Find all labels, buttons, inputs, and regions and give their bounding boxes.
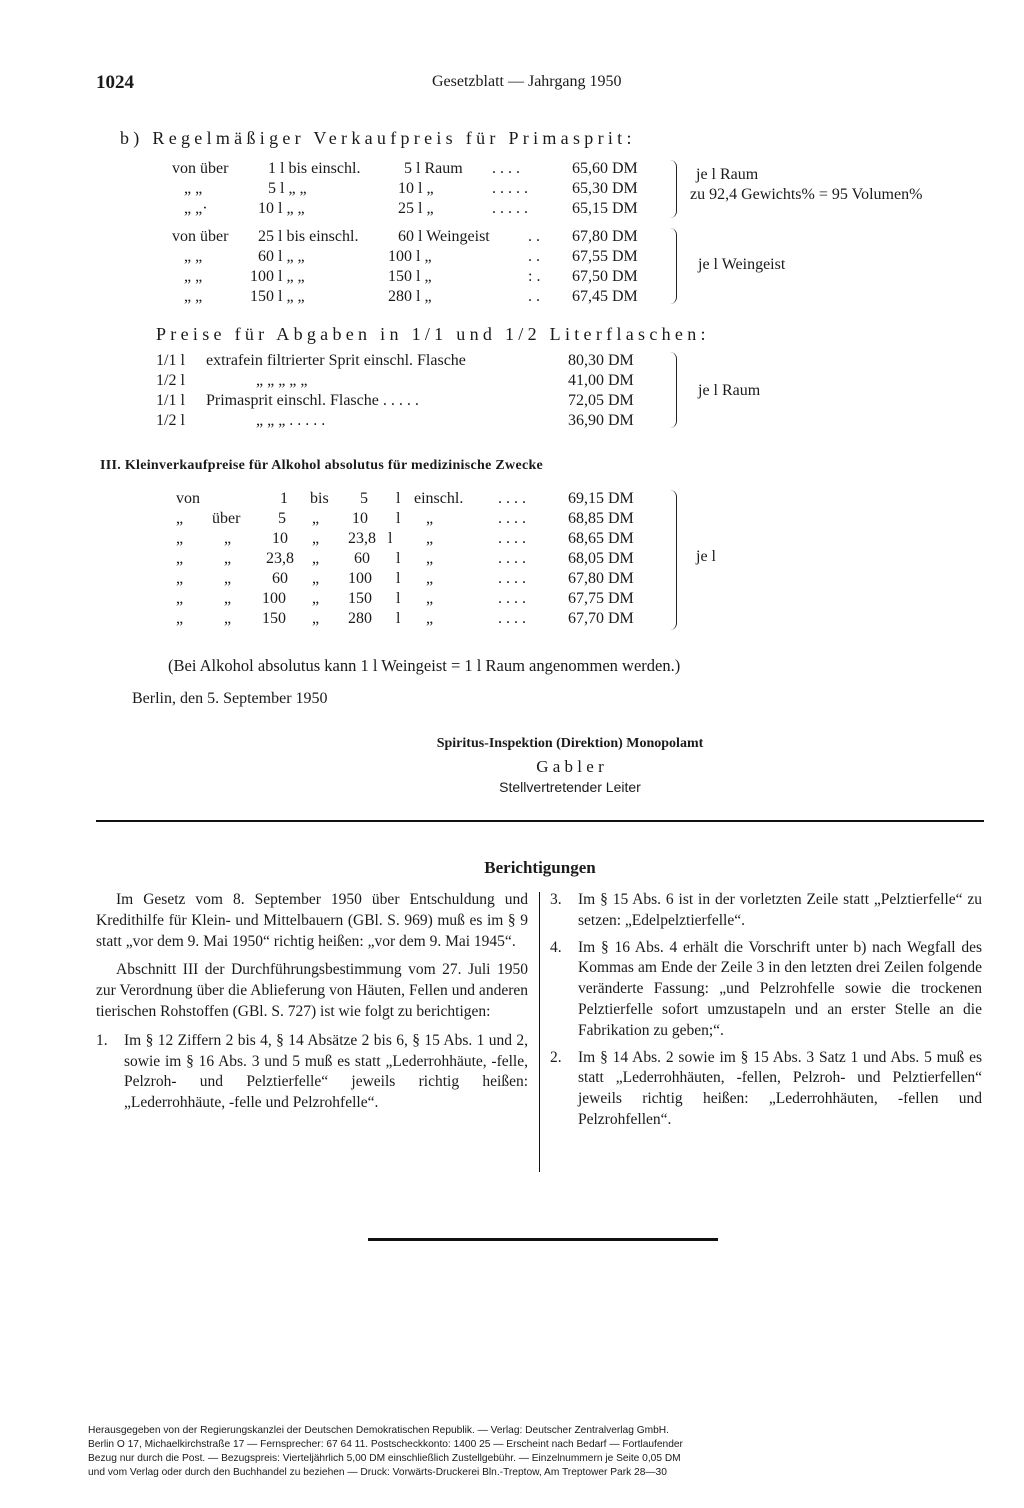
cell-einschl: „ [426,530,434,547]
cell-b: „ [224,570,232,587]
group1-note-line1: je l Raum [696,166,759,183]
corrections-left-column [96,890,528,1120]
price-row [172,160,652,180]
section-iii-title: III. Kleinverkaufpreise für Alkohol absolutus für medizinische Zwecke [100,458,544,473]
cell-bis: „ [312,570,320,587]
cell-price: 68,85 DM [568,510,634,527]
cell-unit: l [396,490,401,507]
cell-einschl: „ [426,550,434,567]
row-price: 67,50 DM [572,268,638,285]
price-row [172,268,652,288]
bottle-price: 41,00 DM [568,372,634,389]
cell-a: „ [176,510,184,527]
cell-b: „ [224,530,232,547]
row-to-qty: 280 l „ [388,288,432,305]
correction-item-4 [550,938,982,1042]
row-dots: . . [528,288,540,305]
alcohol-row [176,570,656,590]
cell-a: „ [176,570,184,587]
cell-dots: . . . . [498,570,526,587]
footer-line: und vom Verlag oder durch den Buchhandel zu beziehen — Druck: Vorwärts-Druckerei Bln.-Treptow, Am Treptower Park 28—30 [88,1467,667,1478]
signature-name: G a b l e r [536,757,604,776]
item-number: 2. [550,1048,562,1066]
price-row [172,288,652,308]
row-price: 67,45 DM [572,288,638,305]
row-to-qty: 10 l „ [398,180,434,197]
row-to-qty: 100 l „ [388,248,432,265]
footer-line: Berlin O 17, Michaelkirchstraße 17 — Fernsprecher: 67 64 11. Postscheckkonto: 1400 25 — Erscheint nach Bedarf — Fortlaufender [88,1439,683,1450]
row-to-qty: 60 l Weingeist [398,228,490,245]
correction-item-1 [96,1031,528,1114]
row-from-qty: 25 l bis einschl. [258,228,359,245]
brace [670,228,677,304]
cell-a: „ [176,610,184,627]
cell-a: von [176,490,200,507]
corrections-title: Berichtigungen [484,858,596,877]
cell-to: 150 [348,590,372,607]
cell-unit: l [396,590,401,607]
row-dots: : . [528,268,541,285]
remark: (Bei Alkohol absolutus kann 1 l Weingeist = 1 l Raum angenommen werden.) [168,656,681,675]
bottle-size: 1/1 l [156,392,185,409]
row-from-qty: 1 l bis einschl. [268,160,361,177]
date-line: Berlin, den 5. September 1950 [132,690,328,707]
cell-to: 60 [354,550,370,567]
bottle-desc: extrafein filtrierter Sprit einschl. Flasche [206,352,466,369]
cell-bis: „ [312,510,320,527]
row-from-qty: 5 l „ „ [268,180,307,197]
cell-bis: bis [310,490,329,507]
page-number: 1024 [96,72,134,93]
row-from-qty: 100 l „ „ [250,268,305,285]
cell-price: 68,05 DM [568,550,634,567]
correction-item-2 [550,1048,982,1131]
cell-price: 68,65 DM [568,530,634,547]
bottle-size: 1/2 l [156,372,185,389]
cell-unit: l [388,530,393,547]
bottle-row [156,352,656,372]
cell-to: 5 [360,490,368,507]
bottles-title: Preise für Abgaben in 1/1 und 1/2 Literflaschen: [156,324,710,344]
alcohol-row [176,610,656,630]
item-text: Im § 15 Abs. 6 ist in der vorletzten Zeile statt „Pelztierfelle“ zu setzen: „Edelpelztierfelle“. [578,891,982,929]
alcohol-row [176,590,656,610]
bottles-note: je l Raum [698,382,761,399]
cell-bis: „ [312,550,320,567]
row-to-qty: 25 l „ [398,200,434,217]
item-number: 3. [550,891,562,908]
cell-b: „ [224,550,232,567]
brace [670,160,677,218]
cell-einschl: „ [426,590,434,607]
row-dots: . . . . . [492,200,528,217]
cell-dots: . . . . [498,610,526,627]
row-price: 67,55 DM [572,248,638,265]
group2-note: je l Weingeist [698,256,786,273]
row-dots: . . [528,228,540,245]
end-rule [368,1238,718,1241]
brace [670,352,677,428]
bottle-desc: Primasprit einschl. Flasche . . . . . [206,392,419,409]
cell-b: „ [224,610,232,627]
cell-unit: l [396,510,401,527]
cell-from: 100 [262,590,286,607]
cell-dots: . . . . [498,590,526,607]
cell-from: 23,8 [266,550,294,567]
row-from-label: „ „ [184,268,203,285]
alcohol-row [176,530,656,550]
cell-dots: . . . . [498,530,526,547]
cell-price: 69,15 DM [568,490,634,507]
section-b-title: b) Regelmäßiger Verkaufpreis für Primasprit: [120,128,636,148]
cell-from: 150 [262,610,286,627]
cell-b: über [212,510,241,527]
row-dots: . . [528,248,540,265]
row-price: 65,60 DM [572,160,638,177]
cell-from: 10 [272,530,288,547]
cell-einschl: „ [426,510,434,527]
row-from-label: „ „ [184,288,203,305]
row-price: 65,15 DM [572,200,638,217]
bottle-row [156,372,656,392]
row-from-label: „ „ [184,180,203,197]
cell-from: 1 [280,490,288,507]
price-row [172,228,652,248]
row-price: 67,80 DM [572,228,638,245]
bottle-desc: „ „ „ „ „ [256,372,308,389]
correction-para-1: Im Gesetz vom 8. September 1950 über Entschuldung und Kredithilfe für Klein- und Mittelbauern (GBl. S. 969) muß es im § 9 statt „vor dem 9. Mai 1950“ richtig heißen: „vor dem 9. Mai 1945“. [96,891,528,950]
cell-to: 100 [348,570,372,587]
price-row [172,180,652,200]
price-row [172,248,652,268]
section-iii-note: je l [696,548,716,565]
item-number: 1. [96,1031,108,1049]
alcohol-row [176,510,656,530]
correction-item-3 [550,890,982,932]
cell-to: 10 [352,510,368,527]
cell-einschl: einschl. [414,490,464,507]
cell-bis: „ [312,590,320,607]
cell-unit: l [396,550,401,567]
bottle-size: 1/2 l [156,412,185,429]
row-from-qty: 10 l „ „ [258,200,305,217]
corrections-right-column [550,890,982,1137]
cell-from: 5 [278,510,286,527]
row-from-qty: 60 l „ „ [258,248,305,265]
cell-to: 23,8 [348,530,376,547]
cell-price: 67,75 DM [568,590,634,607]
bottle-desc: „ „ „ . . . . . [256,412,326,429]
signature-role: Stellvertretender Leiter [499,779,641,795]
cell-dots: . . . . [498,490,526,507]
row-dots: . . . . [492,160,520,177]
row-to-qty: 5 l Raum [404,160,463,177]
cell-unit: l [396,610,401,627]
bottle-price: 36,90 DM [568,412,634,429]
bottle-price: 72,05 DM [568,392,634,409]
cell-a: „ [176,530,184,547]
row-from-label: von über [172,160,229,177]
running-head: Gesetzblatt — Jahrgang 1950 [432,73,622,90]
row-from-label: „ „· [184,200,208,217]
item-text: Im § 16 Abs. 4 erhält die Vorschrift unter b) nach Wegfall des Kommas am Ende der Zeile 3 in den letzten drei Zeilen folgende veränderte Fassung: „und Pelzrohfelle sowie die trockenen Pelztierfelle sofort umzustapeln und an erster Stelle an die Fabrikation zu geben;“. [578,938,982,1039]
cell-a: „ [176,590,184,607]
cell-dots: . . . . [498,510,526,527]
bottle-price: 80,30 DM [568,352,634,369]
alcohol-row [176,490,656,510]
row-dots: . . . . . [492,180,528,197]
row-from-qty: 150 l „ „ [250,288,305,305]
bottle-row [156,412,656,432]
signature-org: Spiritus-Inspektion (Direktion) Monopolamt [436,736,704,751]
item-number: 4. [550,938,562,956]
row-from-label: von über [172,228,229,245]
price-row [172,200,652,220]
cell-bis: „ [312,530,320,547]
cell-price: 67,70 DM [568,610,634,627]
item-text: Im § 14 Abs. 2 sowie im § 15 Abs. 3 Satz 1 und Abs. 5 muß es statt „Lederrohhäuten, -fellen, Pelzroh- und Pelztierfellen“ jeweils richtig heißen: „Lederrohhäuten, -fellen und Pelzrohfellen“. [578,1048,982,1128]
row-price: 65,30 DM [572,180,638,197]
cell-bis: „ [312,610,320,627]
bottle-row [156,392,656,412]
footer-line: Bezug nur durch die Post. — Bezugspreis: Vierteljährlich 5,00 DM einschließlich Zustellgebühr. — Einzelnummern je Seite 0,05 DM [88,1453,681,1464]
cell-einschl: „ [426,570,434,587]
cell-einschl: „ [426,610,434,627]
cell-from: 60 [272,570,288,587]
item-text: Im § 12 Ziffern 2 bis 4, § 14 Absätze 2 bis 6, § 15 Abs. 1 und 2, sowie im § 16 Abs. 3 und 5 muß es statt „Lederrohhäute, -felle, Pelzroh- und Pelztierfelle“ jeweils richtig heißen: „Lederrohhäute, -felle und Pelzrohfelle“. [124,1031,528,1112]
cell-unit: l [396,570,401,587]
footer-line: Herausgegeben von der Regierungskanzlei der Deutschen Demokratischen Republik. — Verlag: Deutscher Zentralverlag GmbH. [88,1425,669,1436]
group1-note-line2: zu 92,4 Gewichts% = 95 Volumen% [690,186,923,203]
correction-para-2: Abschnitt III der Durchführungsbestimmung vom 27. Juli 1950 zur Verordnung über die Ablieferung von Häuten, Fellen und anderen tierischen Rohstoffen (GBl. S. 727) ist wie folgt zu berichtigen: [96,961,528,1020]
cell-b: „ [224,590,232,607]
cell-price: 67,80 DM [568,570,634,587]
alcohol-row [176,550,656,570]
brace [670,490,677,630]
section-divider [96,820,984,822]
row-to-qty: 150 l „ [388,268,432,285]
imprint-footer [88,1424,983,1480]
cell-to: 280 [348,610,372,627]
row-from-label: „ „ [184,248,203,265]
cell-a: „ [176,550,184,567]
bottle-size: 1/1 l [156,352,185,369]
cell-dots: . . . . [498,550,526,567]
column-divider [539,892,540,1172]
